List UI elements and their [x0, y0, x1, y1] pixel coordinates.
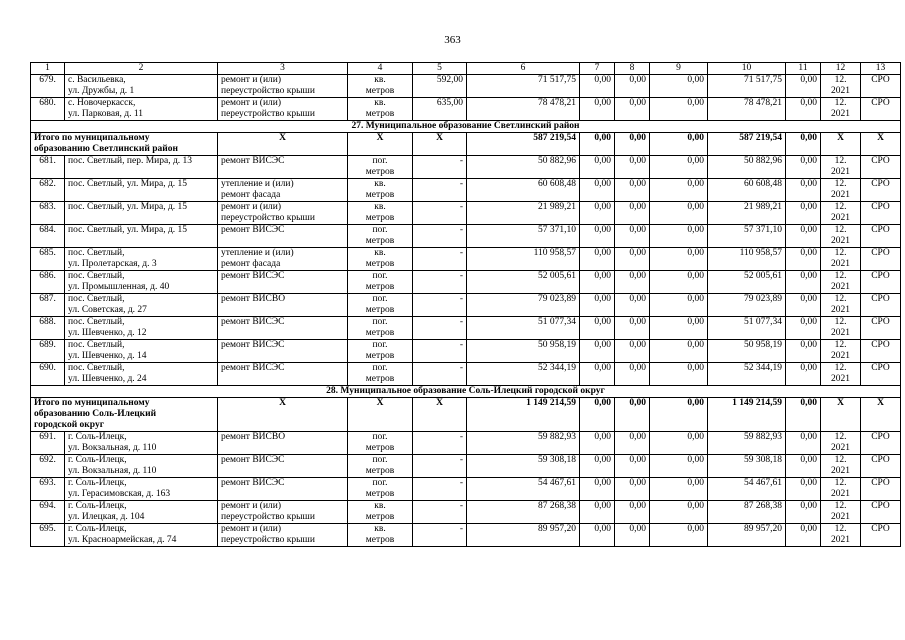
row-number-cell: 682. [31, 179, 65, 202]
row-number-cell: 687. [31, 294, 65, 317]
amount-cell: 0,00 [786, 98, 821, 121]
amount-cell: 0,00 [615, 271, 650, 294]
work-type-cell: ремонт ВИСЭС [218, 478, 348, 501]
method-cell: СРО [861, 340, 901, 363]
amount-cell: 0,00 [650, 179, 708, 202]
amount-cell: 0,00 [650, 248, 708, 271]
amount-cell: 51 077,34 [708, 317, 786, 340]
work-type-cell: ремонт ВИСЭС [218, 156, 348, 179]
deadline-cell: 12. 2021 [821, 294, 861, 317]
method-cell: СРО [861, 501, 901, 524]
marker-cell: Х [413, 398, 467, 432]
method-cell: СРО [861, 75, 901, 98]
method-cell: СРО [861, 432, 901, 455]
deadline-cell: 12. 2021 [821, 501, 861, 524]
row-number-cell: 693. [31, 478, 65, 501]
method-cell: СРО [861, 524, 901, 547]
deadline-cell: 12. 2021 [821, 75, 861, 98]
unit-cell: кв. метров [348, 98, 413, 121]
table-body [31, 63, 901, 547]
cost-cell: 52 344,19 [467, 363, 580, 386]
unit-cell: кв. метров [348, 501, 413, 524]
unit-cell: пог. метров [348, 363, 413, 386]
marker-cell: Х [218, 133, 348, 156]
table-row [31, 501, 901, 524]
deadline-cell: 12. 2021 [821, 248, 861, 271]
row-number-cell: 692. [31, 455, 65, 478]
address-cell: г. Соль-Илецк, ул. Вокзальная, д. 110 [65, 455, 218, 478]
amount-cell: 0,00 [615, 340, 650, 363]
row-number-cell: 680. [31, 98, 65, 121]
amount-cell: 79 023,89 [708, 294, 786, 317]
marker-cell: Х [413, 133, 467, 156]
amount-cell: 0,00 [650, 317, 708, 340]
deadline-cell: 12. 2021 [821, 179, 861, 202]
amount-cell: 0,00 [786, 75, 821, 98]
amount-cell: 0,00 [580, 271, 615, 294]
work-type-cell: утепление и (или) ремонт фасада [218, 248, 348, 271]
amount-cell: 0,00 [580, 179, 615, 202]
amount-cell: 0,00 [615, 156, 650, 179]
address-cell: пос. Светлый, ул. Советская, д. 27 [65, 294, 218, 317]
cost-cell: 50 958,19 [467, 340, 580, 363]
table-row [31, 179, 901, 202]
unit-cell: пог. метров [348, 478, 413, 501]
deadline-cell: 12. 2021 [821, 225, 861, 248]
amount-cell: 0,00 [580, 133, 615, 156]
address-cell: с. Новочеркасск, ул. Парковая, д. 11 [65, 98, 218, 121]
amount-cell: 21 989,21 [708, 202, 786, 225]
header-row [31, 63, 901, 75]
deadline-cell: 12. 2021 [821, 340, 861, 363]
amount-cell: 0,00 [650, 271, 708, 294]
unit-cell: пог. метров [348, 455, 413, 478]
method-cell: СРО [861, 271, 901, 294]
amount-cell: 0,00 [580, 340, 615, 363]
volume-cell: - [413, 271, 467, 294]
amount-cell: 0,00 [786, 248, 821, 271]
unit-cell: кв. метров [348, 75, 413, 98]
total-row [31, 133, 901, 156]
volume-cell: - [413, 478, 467, 501]
amount-cell: 60 608,48 [708, 179, 786, 202]
section-title: 28. Муниципальное образование Соль-Илецкий городской округ [31, 386, 901, 398]
unit-cell: кв. метров [348, 524, 413, 547]
amount-cell: 0,00 [580, 202, 615, 225]
amount-cell: 89 957,20 [708, 524, 786, 547]
work-type-cell: ремонт и (или) переустройство крыши [218, 524, 348, 547]
volume-cell: 635,00 [413, 98, 467, 121]
table-row [31, 202, 901, 225]
amount-cell: 0,00 [650, 363, 708, 386]
table-row [31, 455, 901, 478]
amount-cell: 0,00 [650, 398, 708, 432]
work-type-cell: ремонт и (или) переустройство крыши [218, 98, 348, 121]
section-heading-row [31, 121, 901, 133]
unit-cell: кв. метров [348, 202, 413, 225]
deadline-cell: 12. 2021 [821, 478, 861, 501]
table-row [31, 317, 901, 340]
amount-cell: 0,00 [580, 432, 615, 455]
amount-cell: 0,00 [786, 294, 821, 317]
marker-cell: Х [821, 133, 861, 156]
amount-cell: 0,00 [650, 75, 708, 98]
work-type-cell: ремонт ВИСЭС [218, 340, 348, 363]
row-number-cell: 681. [31, 156, 65, 179]
amount-cell: 59 882,93 [708, 432, 786, 455]
table-row [31, 248, 901, 271]
address-cell: пос. Светлый, ул. Пролетарская, д. 3 [65, 248, 218, 271]
address-cell: г. Соль-Илецк, ул. Вокзальная, д. 110 [65, 432, 218, 455]
method-cell: СРО [861, 455, 901, 478]
amount-cell: 1 149 214,59 [708, 398, 786, 432]
unit-cell: пог. метров [348, 340, 413, 363]
row-number-cell: 688. [31, 317, 65, 340]
amount-cell: 0,00 [786, 317, 821, 340]
amount-cell: 87 268,38 [708, 501, 786, 524]
header-cell: 8 [615, 63, 650, 75]
work-type-cell: ремонт и (или) переустройство крыши [218, 75, 348, 98]
address-cell: пос. Светлый, ул. Шевченко, д. 14 [65, 340, 218, 363]
table-row [31, 478, 901, 501]
deadline-cell: 12. 2021 [821, 317, 861, 340]
header-cell: 2 [65, 63, 218, 75]
amount-cell: 57 371,10 [708, 225, 786, 248]
unit-cell: кв. метров [348, 179, 413, 202]
unit-cell: пог. метров [348, 156, 413, 179]
amount-cell: 0,00 [615, 202, 650, 225]
unit-cell: пог. метров [348, 271, 413, 294]
volume-cell: - [413, 179, 467, 202]
unit-cell: пог. метров [348, 294, 413, 317]
amount-cell: 0,00 [786, 432, 821, 455]
amount-cell: 0,00 [650, 501, 708, 524]
unit-cell: пог. метров [348, 317, 413, 340]
address-cell: пос. Светлый, ул. Промышленная, д. 40 [65, 271, 218, 294]
method-cell: СРО [861, 478, 901, 501]
cost-cell: 52 005,61 [467, 271, 580, 294]
section-title: 27. Муниципальное образование Светлинский район [31, 121, 901, 133]
amount-cell: 0,00 [580, 225, 615, 248]
address-cell: г. Соль-Илецк, ул. Илецкая, д. 104 [65, 501, 218, 524]
address-cell: пос. Светлый, ул. Мира, д. 15 [65, 179, 218, 202]
work-type-cell: ремонт ВИСЭС [218, 225, 348, 248]
method-cell: СРО [861, 202, 901, 225]
amount-cell: 0,00 [615, 248, 650, 271]
deadline-cell: 12. 2021 [821, 524, 861, 547]
marker-cell: Х [348, 398, 413, 432]
deadline-cell: 12. 2021 [821, 432, 861, 455]
amount-cell: 0,00 [786, 398, 821, 432]
amount-cell: 0,00 [650, 524, 708, 547]
amount-cell: 0,00 [615, 455, 650, 478]
header-cell: 13 [861, 63, 901, 75]
cost-cell: 71 517,75 [467, 75, 580, 98]
deadline-cell: 12. 2021 [821, 156, 861, 179]
amount-cell: 0,00 [580, 156, 615, 179]
works-table [30, 62, 901, 547]
amount-cell: 0,00 [786, 340, 821, 363]
work-type-cell: ремонт ВИСЭС [218, 317, 348, 340]
work-type-cell: ремонт и (или) переустройство крыши [218, 501, 348, 524]
amount-cell: 0,00 [786, 225, 821, 248]
works-table-container [30, 62, 890, 547]
marker-cell: Х [861, 133, 901, 156]
cost-cell: 78 478,21 [467, 98, 580, 121]
amount-cell: 0,00 [580, 398, 615, 432]
header-cell: 1 [31, 63, 65, 75]
amount-cell: 0,00 [615, 225, 650, 248]
row-number-cell: 685. [31, 248, 65, 271]
amount-cell: 0,00 [650, 156, 708, 179]
amount-cell: 0,00 [650, 455, 708, 478]
table-row [31, 363, 901, 386]
amount-cell: 59 308,18 [708, 455, 786, 478]
amount-cell: 0,00 [615, 478, 650, 501]
table-row [31, 340, 901, 363]
amount-cell: 78 478,21 [708, 98, 786, 121]
volume-cell: - [413, 248, 467, 271]
table-row [31, 225, 901, 248]
header-cell: 11 [786, 63, 821, 75]
row-number-cell: 679. [31, 75, 65, 98]
address-cell: пос. Светлый, ул. Мира, д. 15 [65, 202, 218, 225]
amount-cell: 0,00 [580, 501, 615, 524]
amount-cell: 0,00 [650, 133, 708, 156]
header-cell: 5 [413, 63, 467, 75]
amount-cell: 0,00 [580, 248, 615, 271]
volume-cell: - [413, 340, 467, 363]
cost-cell: 59 308,18 [467, 455, 580, 478]
amount-cell: 0,00 [615, 317, 650, 340]
method-cell: СРО [861, 294, 901, 317]
address-cell: пос. Светлый, ул. Шевченко, д. 12 [65, 317, 218, 340]
table-row [31, 98, 901, 121]
amount-cell: 0,00 [650, 478, 708, 501]
deadline-cell: 12. 2021 [821, 271, 861, 294]
volume-cell: - [413, 317, 467, 340]
address-cell: г. Соль-Илецк, ул. Герасимовская, д. 163 [65, 478, 218, 501]
method-cell: СРО [861, 248, 901, 271]
volume-cell: 592,00 [413, 75, 467, 98]
amount-cell: 0,00 [580, 524, 615, 547]
amount-cell: 0,00 [615, 179, 650, 202]
amount-cell: 0,00 [650, 202, 708, 225]
unit-cell: пог. метров [348, 432, 413, 455]
amount-cell: 587 219,54 [708, 133, 786, 156]
cost-cell: 51 077,34 [467, 317, 580, 340]
total-row [31, 398, 901, 432]
header-cell: 7 [580, 63, 615, 75]
amount-cell: 54 467,61 [708, 478, 786, 501]
amount-cell: 52 005,61 [708, 271, 786, 294]
row-number-cell: 686. [31, 271, 65, 294]
volume-cell: - [413, 363, 467, 386]
amount-cell: 0,00 [615, 432, 650, 455]
deadline-cell: 12. 2021 [821, 455, 861, 478]
volume-cell: - [413, 455, 467, 478]
method-cell: СРО [861, 363, 901, 386]
address-cell: пос. Светлый, пер. Мира, д. 13 [65, 156, 218, 179]
cost-cell: 21 989,21 [467, 202, 580, 225]
total-label: Итого по муниципальному образованию Соль-Илецкий городской округ [31, 398, 218, 432]
section-heading-row [31, 386, 901, 398]
method-cell: СРО [861, 156, 901, 179]
work-type-cell: ремонт ВИСЭС [218, 271, 348, 294]
amount-cell: 0,00 [786, 133, 821, 156]
cost-cell: 587 219,54 [467, 133, 580, 156]
amount-cell: 0,00 [650, 432, 708, 455]
amount-cell: 0,00 [786, 478, 821, 501]
amount-cell: 50 958,19 [708, 340, 786, 363]
table-row [31, 75, 901, 98]
volume-cell: - [413, 202, 467, 225]
amount-cell: 0,00 [615, 294, 650, 317]
method-cell: СРО [861, 98, 901, 121]
cost-cell: 60 608,48 [467, 179, 580, 202]
marker-cell: Х [218, 398, 348, 432]
row-number-cell: 690. [31, 363, 65, 386]
volume-cell: - [413, 501, 467, 524]
amount-cell: 0,00 [786, 363, 821, 386]
table-row [31, 294, 901, 317]
work-type-cell: ремонт ВИСВО [218, 294, 348, 317]
volume-cell: - [413, 524, 467, 547]
amount-cell: 0,00 [615, 501, 650, 524]
address-cell: г. Соль-Илецк, ул. Красноармейская, д. 74 [65, 524, 218, 547]
method-cell: СРО [861, 179, 901, 202]
amount-cell: 0,00 [580, 317, 615, 340]
method-cell: СРО [861, 225, 901, 248]
amount-cell: 0,00 [786, 501, 821, 524]
cost-cell: 110 958,57 [467, 248, 580, 271]
amount-cell: 0,00 [650, 294, 708, 317]
amount-cell: 0,00 [580, 294, 615, 317]
page-number: 363 [444, 34, 461, 46]
amount-cell: 0,00 [615, 133, 650, 156]
amount-cell: 0,00 [580, 363, 615, 386]
header-cell: 9 [650, 63, 708, 75]
volume-cell: - [413, 225, 467, 248]
amount-cell: 0,00 [650, 98, 708, 121]
amount-cell: 0,00 [650, 225, 708, 248]
amount-cell: 52 344,19 [708, 363, 786, 386]
table-row [31, 156, 901, 179]
amount-cell: 0,00 [786, 271, 821, 294]
work-type-cell: ремонт ВИСВО [218, 432, 348, 455]
row-number-cell: 683. [31, 202, 65, 225]
total-label: Итого по муниципальному образованию Светлинский район [31, 133, 218, 156]
amount-cell: 110 958,57 [708, 248, 786, 271]
amount-cell: 71 517,75 [708, 75, 786, 98]
cost-cell: 59 882,93 [467, 432, 580, 455]
cost-cell: 54 467,61 [467, 478, 580, 501]
marker-cell: Х [821, 398, 861, 432]
amount-cell: 0,00 [786, 455, 821, 478]
cost-cell: 79 023,89 [467, 294, 580, 317]
table-row [31, 524, 901, 547]
deadline-cell: 12. 2021 [821, 363, 861, 386]
marker-cell: Х [348, 133, 413, 156]
amount-cell: 0,00 [615, 363, 650, 386]
unit-cell: пог. метров [348, 225, 413, 248]
method-cell: СРО [861, 317, 901, 340]
cost-cell: 87 268,38 [467, 501, 580, 524]
header-cell: 4 [348, 63, 413, 75]
table-row [31, 432, 901, 455]
amount-cell: 0,00 [650, 340, 708, 363]
volume-cell: - [413, 432, 467, 455]
work-type-cell: ремонт ВИСЭС [218, 455, 348, 478]
amount-cell: 0,00 [786, 202, 821, 225]
volume-cell: - [413, 156, 467, 179]
header-cell: 3 [218, 63, 348, 75]
unit-cell: кв. метров [348, 248, 413, 271]
work-type-cell: ремонт ВИСЭС [218, 363, 348, 386]
amount-cell: 0,00 [580, 75, 615, 98]
header-cell: 6 [467, 63, 580, 75]
amount-cell: 0,00 [580, 455, 615, 478]
volume-cell: - [413, 294, 467, 317]
amount-cell: 0,00 [615, 75, 650, 98]
work-type-cell: утепление и (или) ремонт фасада [218, 179, 348, 202]
work-type-cell: ремонт и (или) переустройство крыши [218, 202, 348, 225]
amount-cell: 0,00 [786, 156, 821, 179]
amount-cell: 0,00 [615, 524, 650, 547]
amount-cell: 0,00 [580, 98, 615, 121]
amount-cell: 0,00 [786, 524, 821, 547]
marker-cell: Х [861, 398, 901, 432]
amount-cell: 50 882,96 [708, 156, 786, 179]
header-cell: 10 [708, 63, 786, 75]
amount-cell: 0,00 [786, 179, 821, 202]
row-number-cell: 684. [31, 225, 65, 248]
address-cell: пос. Светлый, ул. Мира, д. 15 [65, 225, 218, 248]
cost-cell: 57 371,10 [467, 225, 580, 248]
table-row [31, 271, 901, 294]
address-cell: с. Васильевка, ул. Дружбы, д. 1 [65, 75, 218, 98]
amount-cell: 0,00 [580, 478, 615, 501]
row-number-cell: 694. [31, 501, 65, 524]
row-number-cell: 689. [31, 340, 65, 363]
deadline-cell: 12. 2021 [821, 98, 861, 121]
header-cell: 12 [821, 63, 861, 75]
amount-cell: 0,00 [615, 398, 650, 432]
address-cell: пос. Светлый, ул. Шевченко, д. 24 [65, 363, 218, 386]
cost-cell: 50 882,96 [467, 156, 580, 179]
cost-cell: 1 149 214,59 [467, 398, 580, 432]
deadline-cell: 12. 2021 [821, 202, 861, 225]
row-number-cell: 691. [31, 432, 65, 455]
row-number-cell: 695. [31, 524, 65, 547]
cost-cell: 89 957,20 [467, 524, 580, 547]
amount-cell: 0,00 [615, 98, 650, 121]
